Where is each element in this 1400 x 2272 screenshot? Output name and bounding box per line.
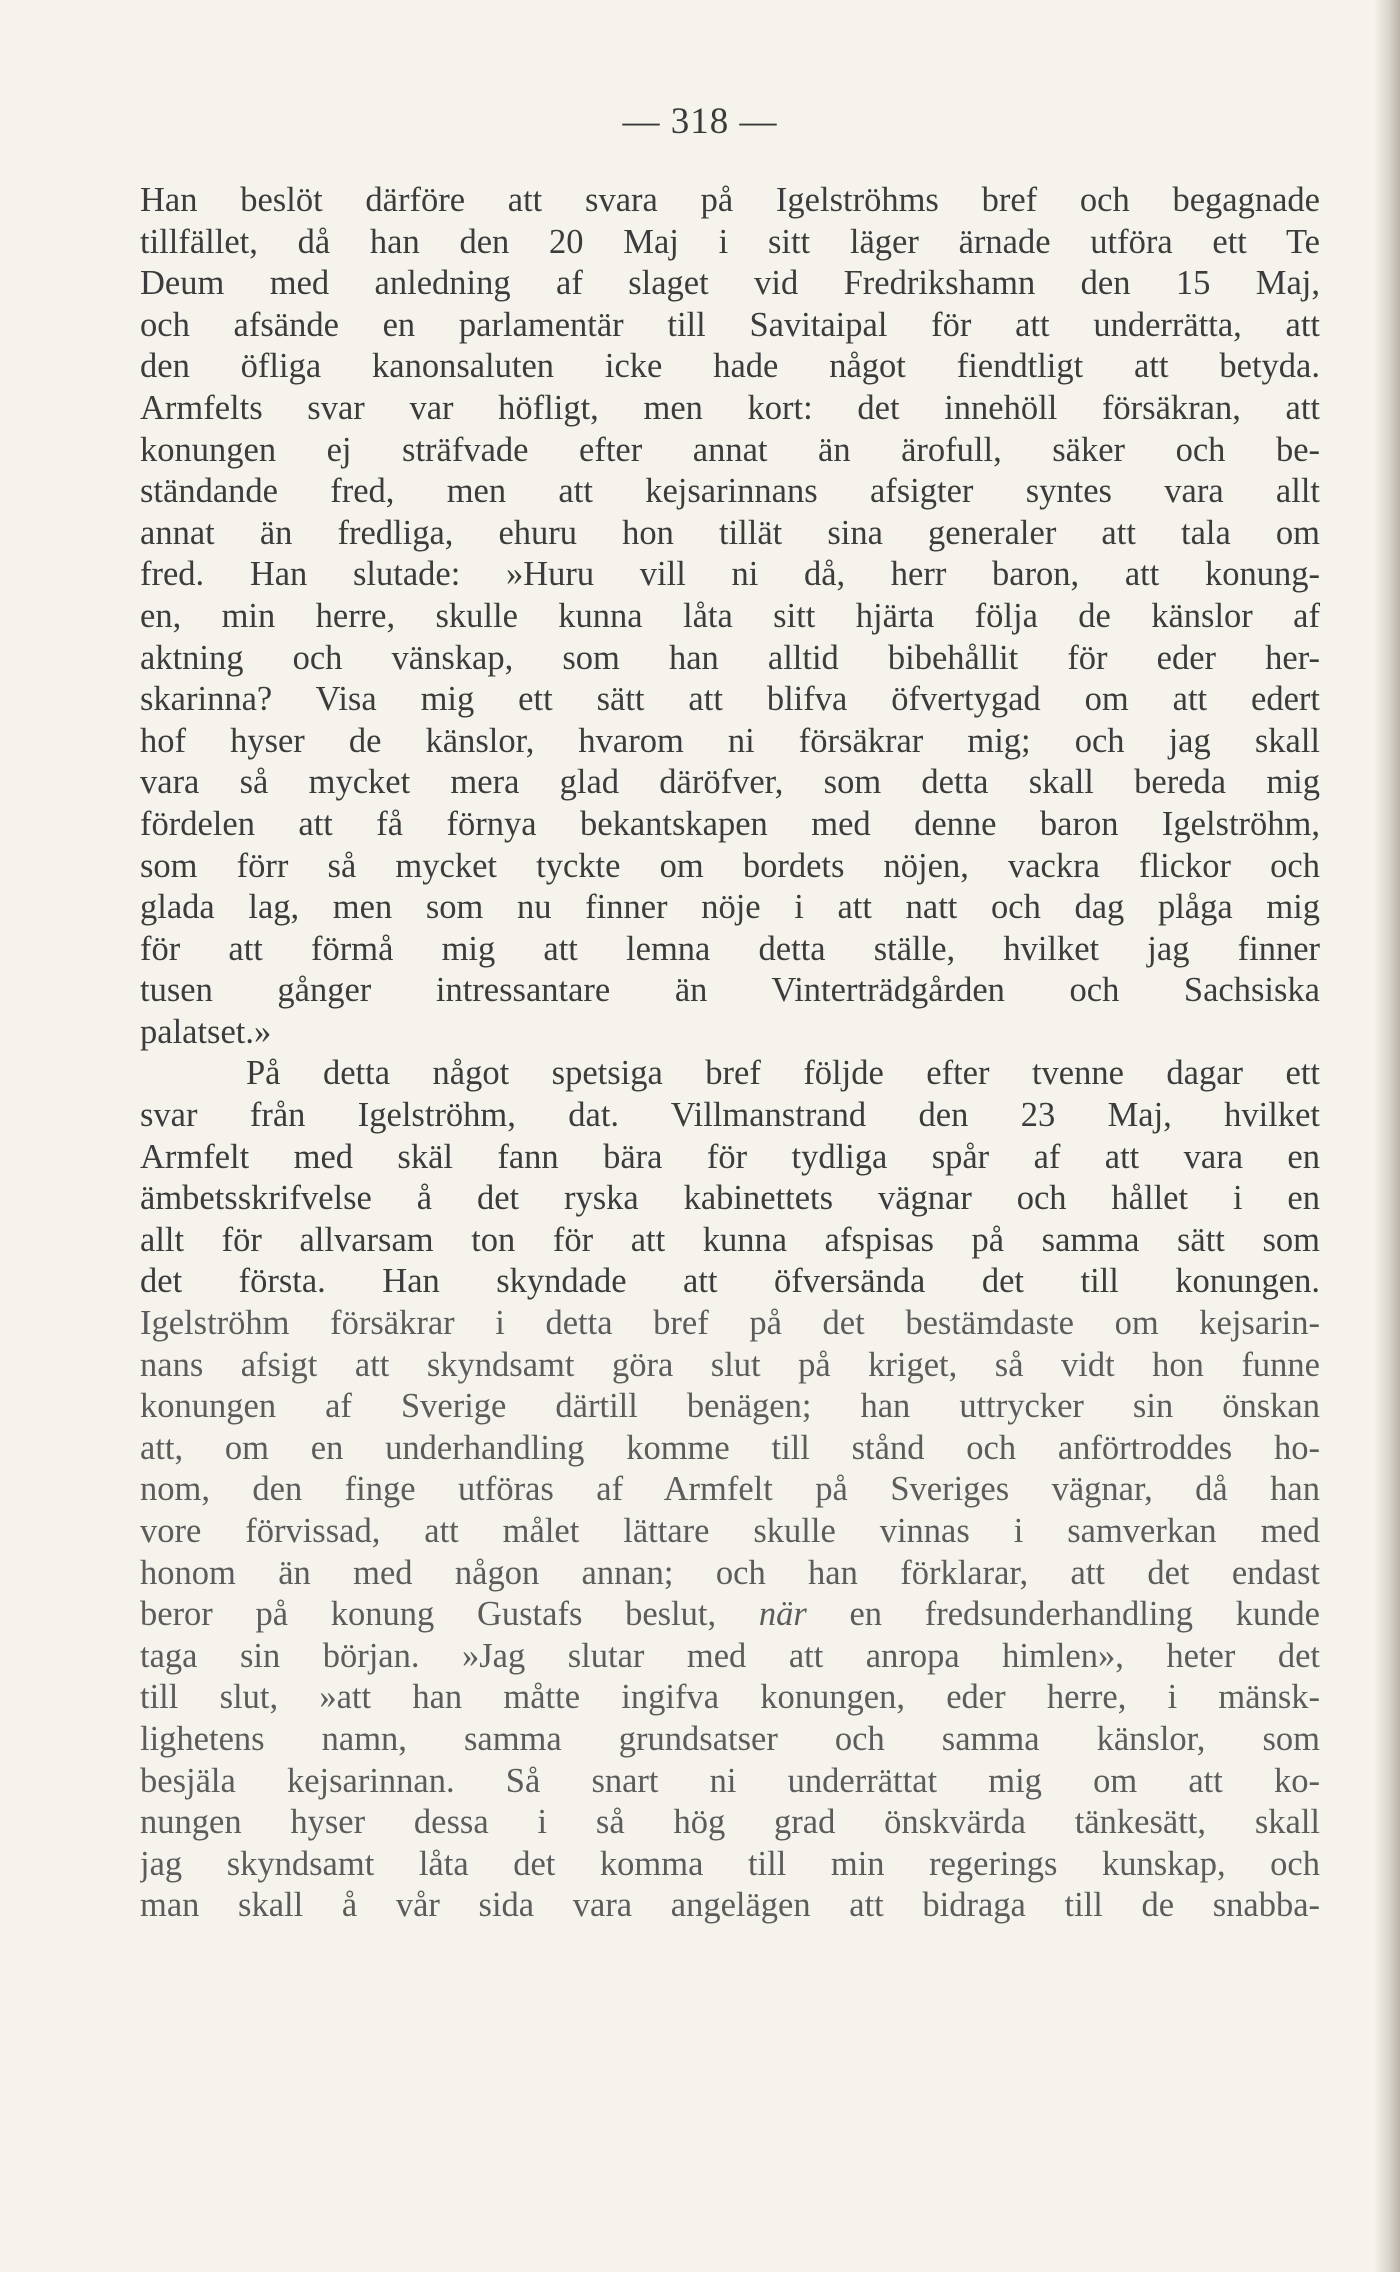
text-line-with-italic: [140, 1594, 1320, 1636]
text-line: till slut, »att han måtte ingifva konungen, eder herre, i mänsk-: [140, 1678, 1320, 1717]
text-line: nans afsigt att skyndsamt göra slut på kriget, så vidt hon funne: [140, 1345, 1320, 1384]
text-line: lighetens namn, samma grundsatser och samma känslor, som: [140, 1719, 1320, 1758]
text-line: Armfelts svar var höfligt, men kort: det innehöll försäkran, att: [140, 388, 1320, 427]
paragraph-start-line: På detta något spetsiga bref följde efter tvenne dagar ett: [246, 1054, 1320, 1093]
text-line: allt för allvarsam ton för att kunna afspisas på samma sätt som: [140, 1220, 1320, 1259]
text-line: vara så mycket mera glad däröfver, som detta skall bereda mig: [140, 763, 1320, 802]
text-line: annat än fredliga, ehuru hon tillät sina generaler att tala om: [140, 513, 1320, 552]
page-number: — 318 —: [622, 101, 778, 142]
text-line: konungen af Sverige därtill benägen; han uttrycker sin önskan: [140, 1387, 1320, 1426]
text-line: taga sin början. »Jag slutar med att anropa himlen», heter det: [140, 1636, 1320, 1675]
text-line: en, min herre, skulle kunna låta sitt hjärta följa de känslor af: [140, 596, 1320, 635]
text-line: det första. Han skyndade att öfversända det till konungen.: [140, 1262, 1320, 1301]
text-line: hof hyser de känslor, hvarom ni försäkrar mig; och jag skall: [140, 721, 1320, 760]
text-line: för att förmå mig att lemna detta ställe, hvilket jag finner: [140, 929, 1320, 968]
text-line: ämbetsskrifvelse å det ryska kabinettets vägnar och hållet i en: [140, 1179, 1320, 1218]
text-line: fred. Han slutade: »Huru vill ni då, herr baron, att konung-: [140, 555, 1320, 594]
text-line: och afsände en parlamentär till Savitaipal för att underrätta, att: [140, 305, 1320, 344]
text-line: som förr så mycket tyckte om bordets nöjen, vackra flickor och: [140, 846, 1320, 885]
text-line: den öfliga kanonsaluten icke hade något fiendtligt att betyda.: [140, 347, 1320, 386]
text-line: tillfället, då han den 20 Maj i sitt läger ärnade utföra ett Te: [140, 222, 1320, 261]
text-line: Deum med anledning af slaget vid Fredrikshamn den 15 Maj,: [140, 264, 1320, 303]
text-line: vore förvissad, att målet lättare skulle vinnas i samverkan med: [140, 1512, 1320, 1550]
text-line: nungen hyser dessa i så hög grad önskvärda tänkesätt, skall: [140, 1803, 1320, 1842]
text-line: tusen gånger intressantare än Vinterträdgården och Sachsiska: [140, 971, 1320, 1010]
text-line: nom, den finge utföras af Armfelt på Sveriges vägnar, då han: [140, 1470, 1320, 1509]
body-text: [140, 180, 1320, 1927]
text-line: skarinna? Visa mig ett sätt att blifva öfvertygad om att edert: [140, 680, 1320, 719]
text-line: palatset.»: [140, 1012, 272, 1051]
text-line: Igelströhm försäkrar i detta bref på det bestämdaste om kejsarin-: [140, 1304, 1320, 1343]
text-line: honom än med någon annan; och han förklarar, att det endast: [140, 1553, 1320, 1592]
text-line: jag skyndsamt låta det komma till min regerings kunskap, och: [140, 1844, 1320, 1883]
text-line: att, om en underhandling komme till stånd och anförtroddes ho-: [140, 1428, 1320, 1467]
text-line: ständande fred, men att kejsarinnans afsigter syntes vara allt: [140, 472, 1320, 511]
text-line: besjäla kejsarinnan. Så snart ni underrättat mig om att ko-: [140, 1761, 1320, 1800]
text-line: man skall å vår sida vara angelägen att bidraga till de snabba-: [140, 1886, 1320, 1925]
italic-word: när: [758, 1595, 807, 1634]
text-line: fördelen att få förnya bekantskapen med denne baron Igelströhm,: [140, 804, 1320, 843]
text-line: aktning och vänskap, som han alltid bibehållit för eder her-: [140, 638, 1320, 677]
text-segment: en fredsunderhandling kunde: [849, 1595, 1320, 1634]
text-line: svar från Igelströhm, dat. Villmanstrand den 23 Maj, hvilket: [140, 1096, 1320, 1135]
text-line: glada lag, men som nu finner nöje i att natt och dag plåga mig: [140, 888, 1320, 927]
text-line: Armfelt med skäl fann bära för tydliga spår af att vara en: [140, 1137, 1320, 1176]
text-line: konungen ej sträfvade efter annat än ärofull, säker och be-: [140, 430, 1320, 469]
page-edge-shadow: [1374, 0, 1400, 2272]
text-segment: beror på konung Gustafs beslut,: [140, 1595, 717, 1634]
text-line: Han beslöt därföre att svara på Igelströhms bref och begagnade: [140, 181, 1320, 219]
